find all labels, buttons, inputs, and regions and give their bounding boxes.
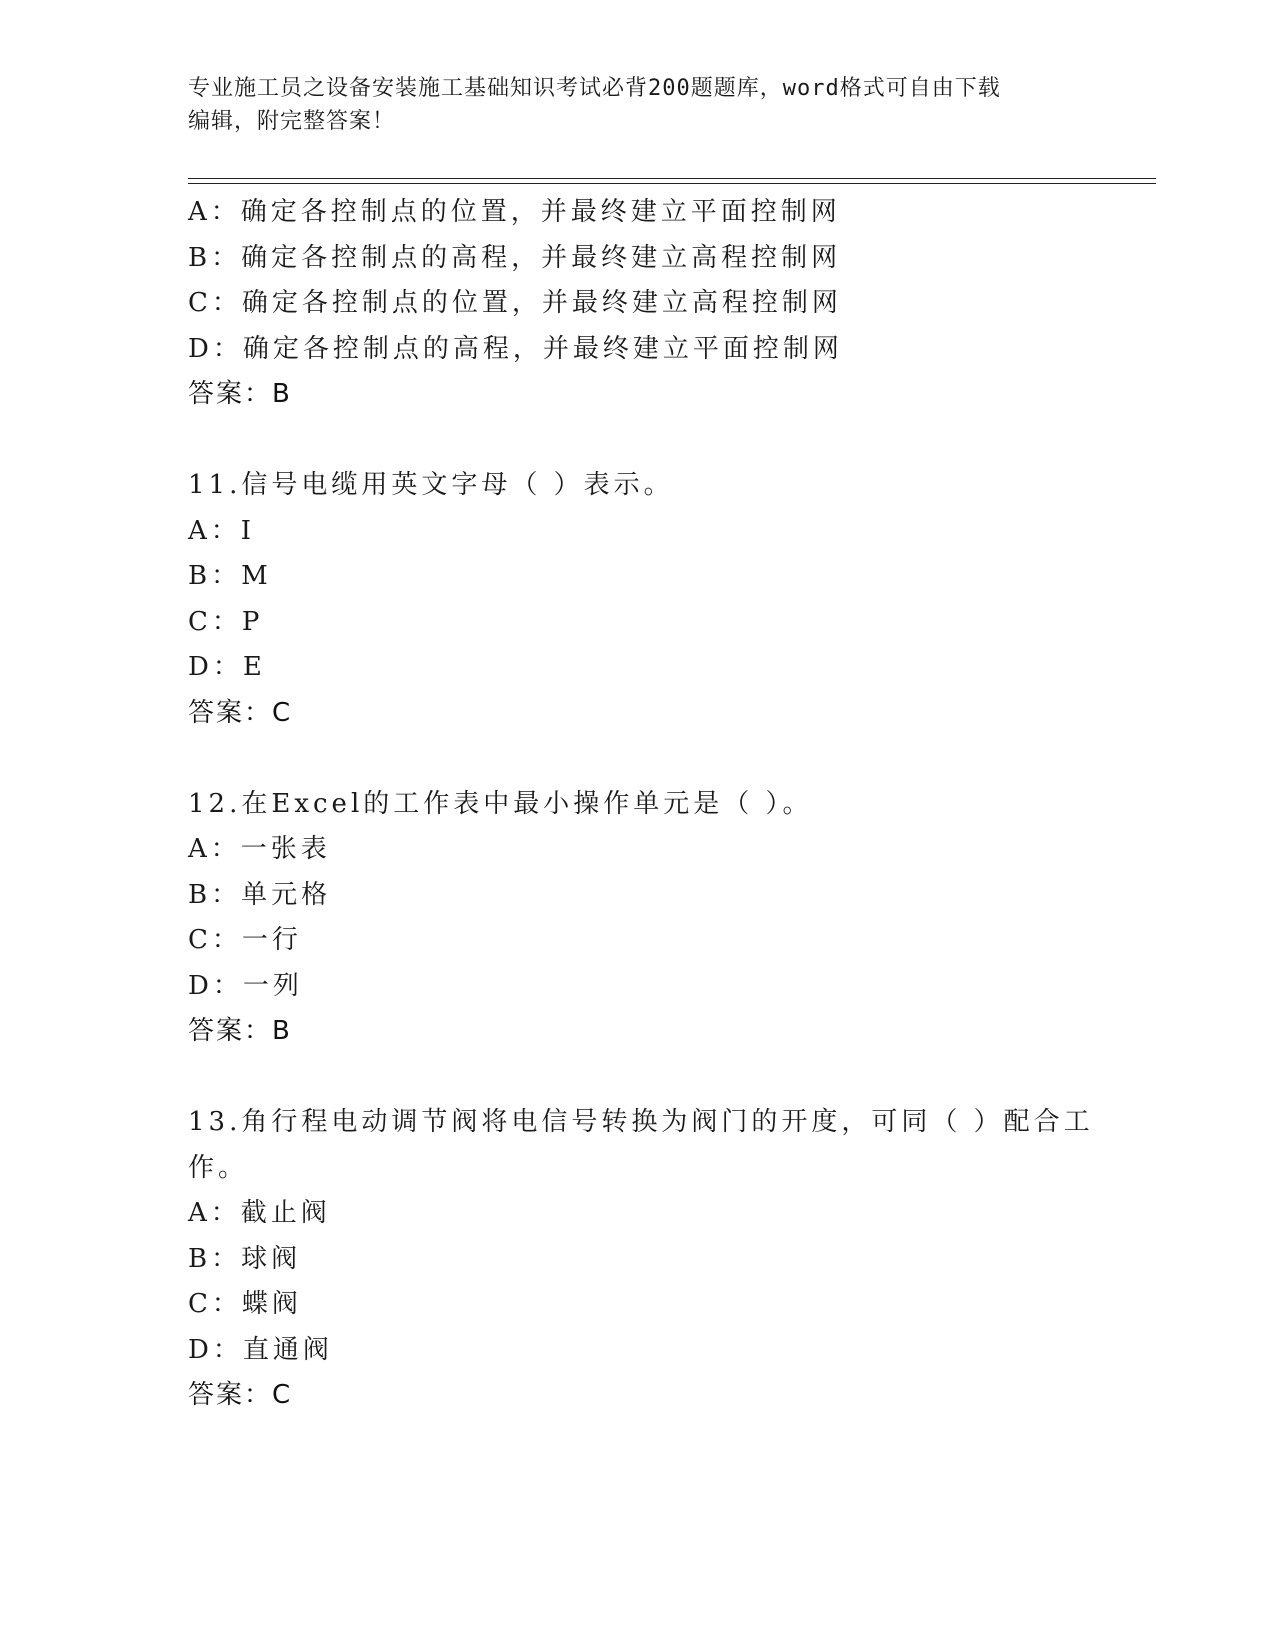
option-b: B：球阀 — [188, 1243, 302, 1274]
question-stem: 12.在Excel的工作表中最小操作单元是（ ）。 — [188, 788, 813, 819]
option-b: B：确定各控制点的高程，并最终建立高程控制网 — [188, 242, 842, 273]
question-stem-line-1: 13.角行程电动调节阀将电信号转换为阀门的开度，可同（ ）配合工 — [188, 1107, 1094, 1137]
answer-line: 答案：C — [188, 697, 293, 728]
option-d: D：确定各控制点的高程，并最终建立平面控制网 — [188, 333, 843, 364]
question-13 — [188, 1100, 1094, 1419]
option-a: A：确定各控制点的位置，并最终建立平面控制网 — [188, 197, 841, 227]
option-d: D：一列 — [188, 970, 303, 1001]
spacer — [188, 1055, 1088, 1101]
option-a: A：一张表 — [188, 834, 331, 864]
question-stem-line-2: 作。 — [188, 1152, 249, 1183]
option-a: A：截止阀 — [188, 1198, 331, 1228]
spacer — [188, 418, 1088, 464]
question-10 — [188, 190, 1088, 418]
document-header — [188, 72, 1068, 138]
answer-line: 答案：B — [188, 379, 292, 409]
option-b: B：M — [188, 561, 272, 591]
option-d: D：E — [188, 652, 266, 682]
header-divider-bottom — [188, 183, 1156, 184]
question-list — [188, 190, 1094, 1419]
option-c: C：P — [188, 606, 264, 637]
header-divider-top — [188, 178, 1156, 179]
spacer — [188, 736, 1088, 782]
option-d: D：直通阀 — [188, 1334, 333, 1365]
answer-line: 答案：B — [188, 1016, 292, 1046]
question-12 — [188, 782, 1088, 1055]
option-b: B：单元格 — [188, 879, 332, 910]
option-c: C：确定各控制点的位置，并最终建立高程控制网 — [188, 288, 842, 318]
question-stem: 11.信号电缆用英文字母（ ）表示。 — [188, 470, 674, 500]
header-title-line-2: 编辑，附完整答案！ — [188, 109, 396, 134]
header-title-line-1: 专业施工员之设备安装施工基础知识考试必背200题题库，word格式可自由下载 — [188, 76, 1001, 101]
option-a: A：I — [188, 515, 256, 546]
option-c: C：蝶阀 — [188, 1289, 302, 1319]
option-c: C：一行 — [188, 925, 302, 955]
answer-line: 答案：C — [188, 1380, 293, 1410]
question-11 — [188, 463, 1088, 736]
